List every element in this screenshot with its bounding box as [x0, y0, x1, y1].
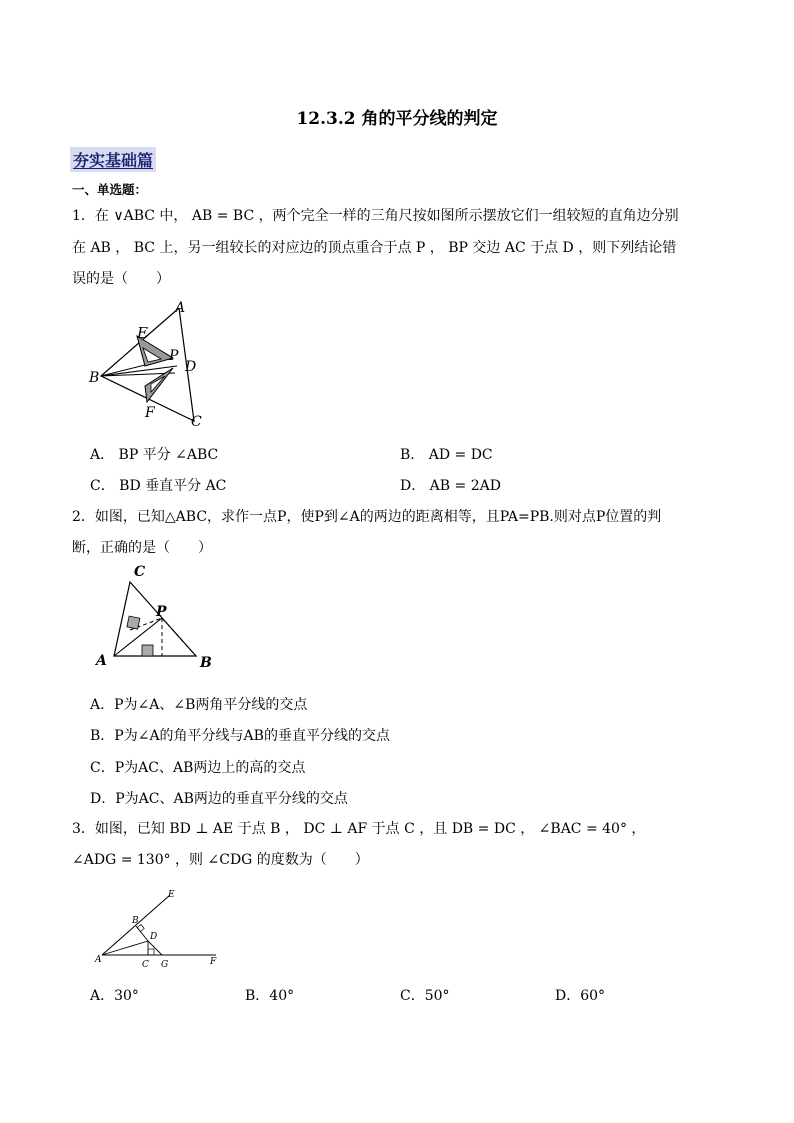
- q2-label-a: A: [96, 653, 107, 669]
- q2-figure: [90, 560, 220, 672]
- q3-label-a: A: [95, 955, 102, 965]
- q1-label-a: A: [175, 300, 186, 316]
- q2-option-d[interactable]: D．P为AC、AB两边的垂直平分线的交点: [90, 791, 348, 807]
- q3-label-g: G: [161, 960, 169, 970]
- q3-stem-line1: 3．如图，已知 BD ⊥ AE 于点 B ， DC ⊥ AF 于点 C ，且 DB = DC ， ∠BAC = 40° ，: [72, 821, 646, 837]
- q3-label-e: E: [168, 890, 175, 900]
- q2-option-b[interactable]: B．P为∠A的角平分线与AB的垂直平分线的交点: [90, 728, 390, 744]
- section-heading: 夯实基础篇: [70, 147, 156, 172]
- page-title: 12.3.2 角的平分线的判定: [296, 109, 498, 129]
- q1-label-f: F: [145, 405, 155, 421]
- q3-stem-line2: ∠ADG = 130° ，则 ∠CDG 的度数为（ ）: [72, 852, 369, 868]
- q3-option-c[interactable]: C．50°: [400, 988, 450, 1004]
- q2-option-c[interactable]: C．P为AC、AB两边上的高的交点: [90, 760, 306, 776]
- q1-figure: [85, 298, 215, 430]
- q1-option-c[interactable]: C． BD 垂直平分 AC: [90, 478, 227, 494]
- q1-label-d: D: [185, 359, 197, 375]
- q3-label-d: D: [150, 932, 158, 942]
- q1-stem-line2: 在 AB ， BC 上，另一组较长的对应边的顶点重合于点 P ， BP 交边 AC 于点 D ，则下列结论错: [72, 240, 677, 256]
- q3-label-b: B: [132, 916, 139, 926]
- q2-label-p: P: [156, 604, 167, 620]
- q1-stem-line3: 误的是（ ）: [72, 271, 170, 287]
- q2-label-c: C: [134, 564, 146, 580]
- q1-option-d[interactable]: D． AB = 2AD: [400, 478, 501, 494]
- q1-option-a[interactable]: A． BP 平分 ∠ABC: [90, 447, 219, 463]
- q3-label-c: C: [142, 960, 149, 970]
- q1-label-p: P: [169, 348, 179, 364]
- q3-label-f: F: [210, 957, 217, 967]
- q3-option-a[interactable]: A．30°: [90, 988, 139, 1004]
- q3-option-b[interactable]: B．40°: [245, 988, 295, 1004]
- q2-stem-line1: 2．如图，已知△ABC，求作一点P，使P到∠A的两边的距离相等，且PA=PB.则对点P位置的判: [72, 509, 662, 525]
- q3-figure: [90, 883, 225, 973]
- q1-option-b[interactable]: B． AD = DC: [400, 447, 493, 463]
- q2-option-a[interactable]: A．P为∠A、∠B两角平分线的交点: [90, 697, 308, 713]
- q1-stem-line1: 1．在 ∨ABC 中， AB = BC ，两个完全一样的三角尺按如图所示摆放它们一组较短的直角边分别: [72, 208, 679, 224]
- q1-label-e: E: [137, 324, 148, 342]
- q2-label-b: B: [200, 655, 212, 671]
- q2-stem-line2: 断，正确的是（ ）: [72, 540, 212, 556]
- q3-option-d[interactable]: D．60°: [555, 988, 606, 1004]
- q1-label-b: B: [89, 370, 100, 386]
- q1-label-c: C: [191, 414, 202, 430]
- subsection-heading: 一、单选题：: [72, 182, 148, 197]
